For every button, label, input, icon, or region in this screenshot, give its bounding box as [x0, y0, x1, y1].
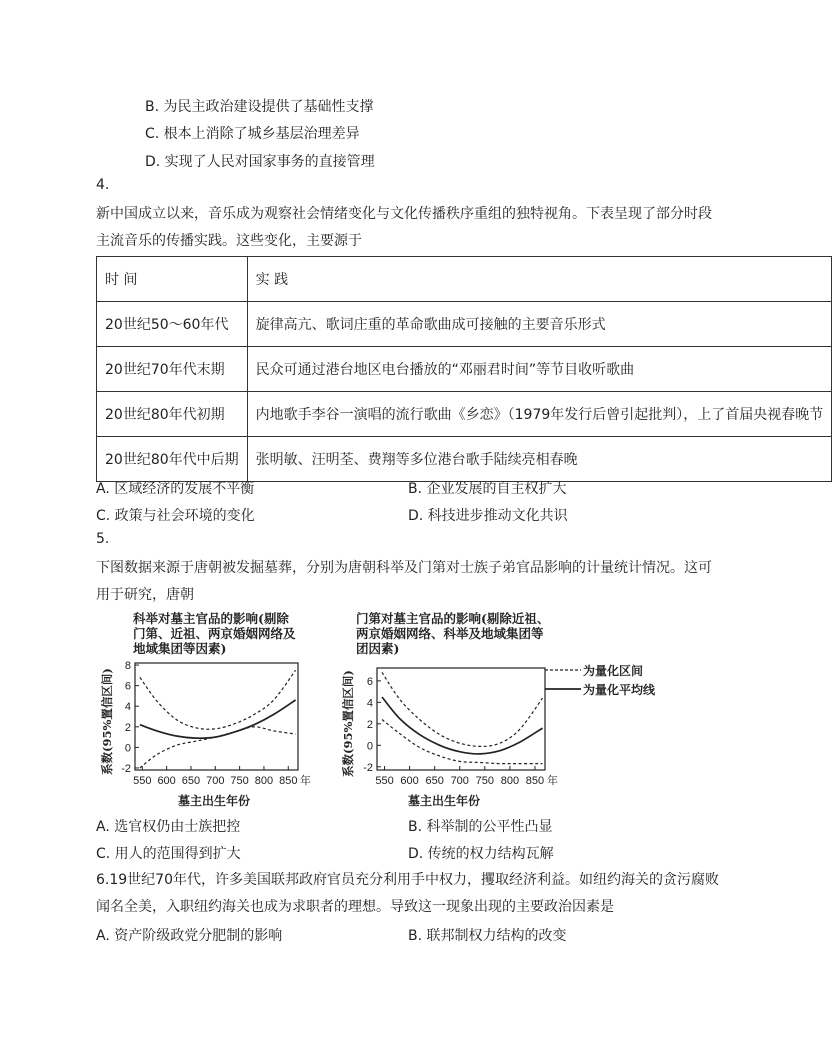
q5-stem-line2: 用于研究，唐朝 [96, 587, 194, 603]
table-header-time: 时 间 [97, 257, 248, 302]
y-tick-label: 4 [366, 697, 373, 710]
x-tick-label: 800 [254, 775, 274, 787]
table-cell: 20世纪50～60年代 [97, 302, 248, 347]
x-unit-label: 年 [547, 775, 558, 787]
chart2-title-line: 团因素) [356, 641, 400, 656]
table-cell: 民众可通过港台地区电台播放的“邓丽君时间”等节目收听歌曲 [247, 347, 832, 392]
y-tick-label: 0 [124, 742, 131, 755]
table-row [97, 392, 832, 437]
q3-option-c: C. 根本上消除了城乡基层治理差异 [145, 126, 360, 142]
y-tick-label: 6 [124, 680, 131, 693]
y-tick-label: 6 [366, 675, 373, 688]
x-tick-label: 850 [525, 775, 545, 787]
q6-stem-line1: 6.19世纪70年代，许多美国联邦政府官员充分利用手中权力，攫取经济利益。如纽约海关的贪污腐败 [96, 872, 719, 888]
q6-option-a: A. 资产阶级政党分肥制的影响 [96, 928, 283, 944]
q4-stem-line1: 新中国成立以来，音乐成为观察社会情绪变化与文化传播秩序重组的独特视角。下表呈现了部分时段 [96, 206, 712, 222]
x-unit-label: 年 [300, 775, 311, 787]
x-tick-label: 750 [230, 775, 249, 787]
x-tick-label: 650 [425, 775, 444, 787]
table-cell: 张明敏、汪明荃、费翔等多位港台歌手陆续亮相春晚 [247, 437, 832, 482]
q4-option-c: C. 政策与社会环境的变化 [96, 508, 255, 524]
q3-option-d: D. 实现了人民对国家事务的直接管理 [145, 154, 375, 170]
chart1-ylabel: 系数(95%置信区间) [100, 668, 114, 775]
series-interval-line [382, 720, 543, 764]
x-tick-label: 700 [206, 775, 225, 787]
table-cell: 20世纪70年代末期 [97, 347, 248, 392]
chart1-title-line: 地域集团等因素) [133, 641, 227, 656]
q4-option-a: A. 区域经济的发展不平衡 [96, 481, 255, 497]
chart1-plot [112, 655, 322, 790]
table-cell: 20世纪80年代初期 [97, 392, 248, 437]
q5-option-d: D. 传统的权力结构瓦解 [408, 846, 554, 862]
series-interval-line [382, 672, 543, 746]
table-row [97, 347, 832, 392]
y-tick-label: 2 [124, 721, 131, 734]
x-tick-label: 700 [450, 775, 469, 787]
table-row [97, 302, 832, 347]
chart-frame [135, 663, 298, 770]
x-tick-label: 750 [475, 775, 495, 787]
y-tick-label: 8 [124, 660, 131, 673]
x-tick-label: 600 [400, 775, 419, 787]
x-tick-label: 600 [157, 775, 176, 787]
chart1-xlabel: 墓主出生年份 [178, 794, 251, 808]
x-tick-label: 550 [375, 775, 394, 787]
chart2-plot [352, 655, 558, 790]
chart2-xlabel: 墓主出生年份 [408, 794, 481, 808]
chart1-title [133, 611, 296, 656]
q5-option-c: C. 用人的范围得到扩大 [96, 846, 241, 862]
legend-mean-label: 为量化平均线 [583, 683, 656, 697]
q5-stem-line1: 下图数据来源于唐朝被发掘墓葬，分别为唐朝科举及门第对士族子弟官品影响的计量统计情况。这可 [96, 560, 712, 576]
x-tick-label: 650 [181, 775, 201, 787]
table-header-practice: 实 践 [247, 257, 832, 302]
q4-stem-line2: 主流音乐的传播实践。这些变化，主要源于 [96, 233, 362, 249]
chart2-title-line: 门第对墓主官品的影响(剔除近祖、 [356, 611, 550, 626]
table-cell: 内地歌手李谷一演唱的流行歌曲《乡恋》（1979年发行后曾引起批判），上了首届央视春晚节 [247, 392, 832, 437]
y-tick-label: 4 [124, 701, 131, 714]
q6-stem-line2: 闻名全美，入职纽约海关也成为求职者的理想。导致这一现象出现的主要政治因素是 [96, 899, 614, 915]
y-tick-label: 2 [366, 718, 373, 731]
q4-option-b: B. 企业发展的自主权扩大 [408, 481, 567, 497]
q4-table [96, 256, 832, 482]
chart2-ylabel: 系数(95%置信区间) [341, 670, 355, 777]
q4-number: 4. [96, 177, 110, 193]
y-tick-label: -2 [121, 762, 131, 775]
chart1-title-line: 科举对墓主官品的影响(剔除 [133, 611, 289, 626]
table-cell: 旋律高亢、歌词庄重的革命歌曲成可接触的主要音乐形式 [247, 302, 832, 347]
q5-option-b: B. 科举制的公平性凸显 [408, 819, 553, 835]
chart2-title-line: 两京婚姻网络、科举及地域集团等 [356, 626, 544, 641]
q3-option-b: B. 为民主政治建设提供了基础性支撑 [145, 99, 374, 115]
q6-option-b: B. 联邦制权力结构的改变 [408, 928, 567, 944]
chart-frame [377, 668, 545, 770]
y-tick-label: -2 [363, 761, 373, 774]
y-tick-label: 0 [366, 740, 373, 753]
x-tick-label: 850 [279, 775, 298, 787]
chart2-title [356, 611, 549, 656]
table-cell: 20世纪80年代中后期 [97, 437, 248, 482]
series-interval-line [140, 670, 296, 729]
table-row [97, 437, 832, 482]
q4-option-d: D. 科技进步推动文化共识 [408, 508, 568, 524]
series-mean-line [140, 700, 296, 738]
chart-legend-swatches [543, 662, 583, 698]
q5-number: 5. [96, 531, 110, 547]
q5-option-a: A. 选官权仍由士族把控 [96, 819, 241, 835]
series-mean-line [382, 697, 543, 754]
x-tick-label: 550 [133, 775, 152, 787]
legend-interval-label: 为量化区间 [583, 664, 644, 678]
table-header-row [97, 257, 832, 302]
x-tick-label: 800 [500, 775, 520, 787]
chart1-title-line: 门第、近祖、两京婚姻网络及 [133, 626, 296, 641]
